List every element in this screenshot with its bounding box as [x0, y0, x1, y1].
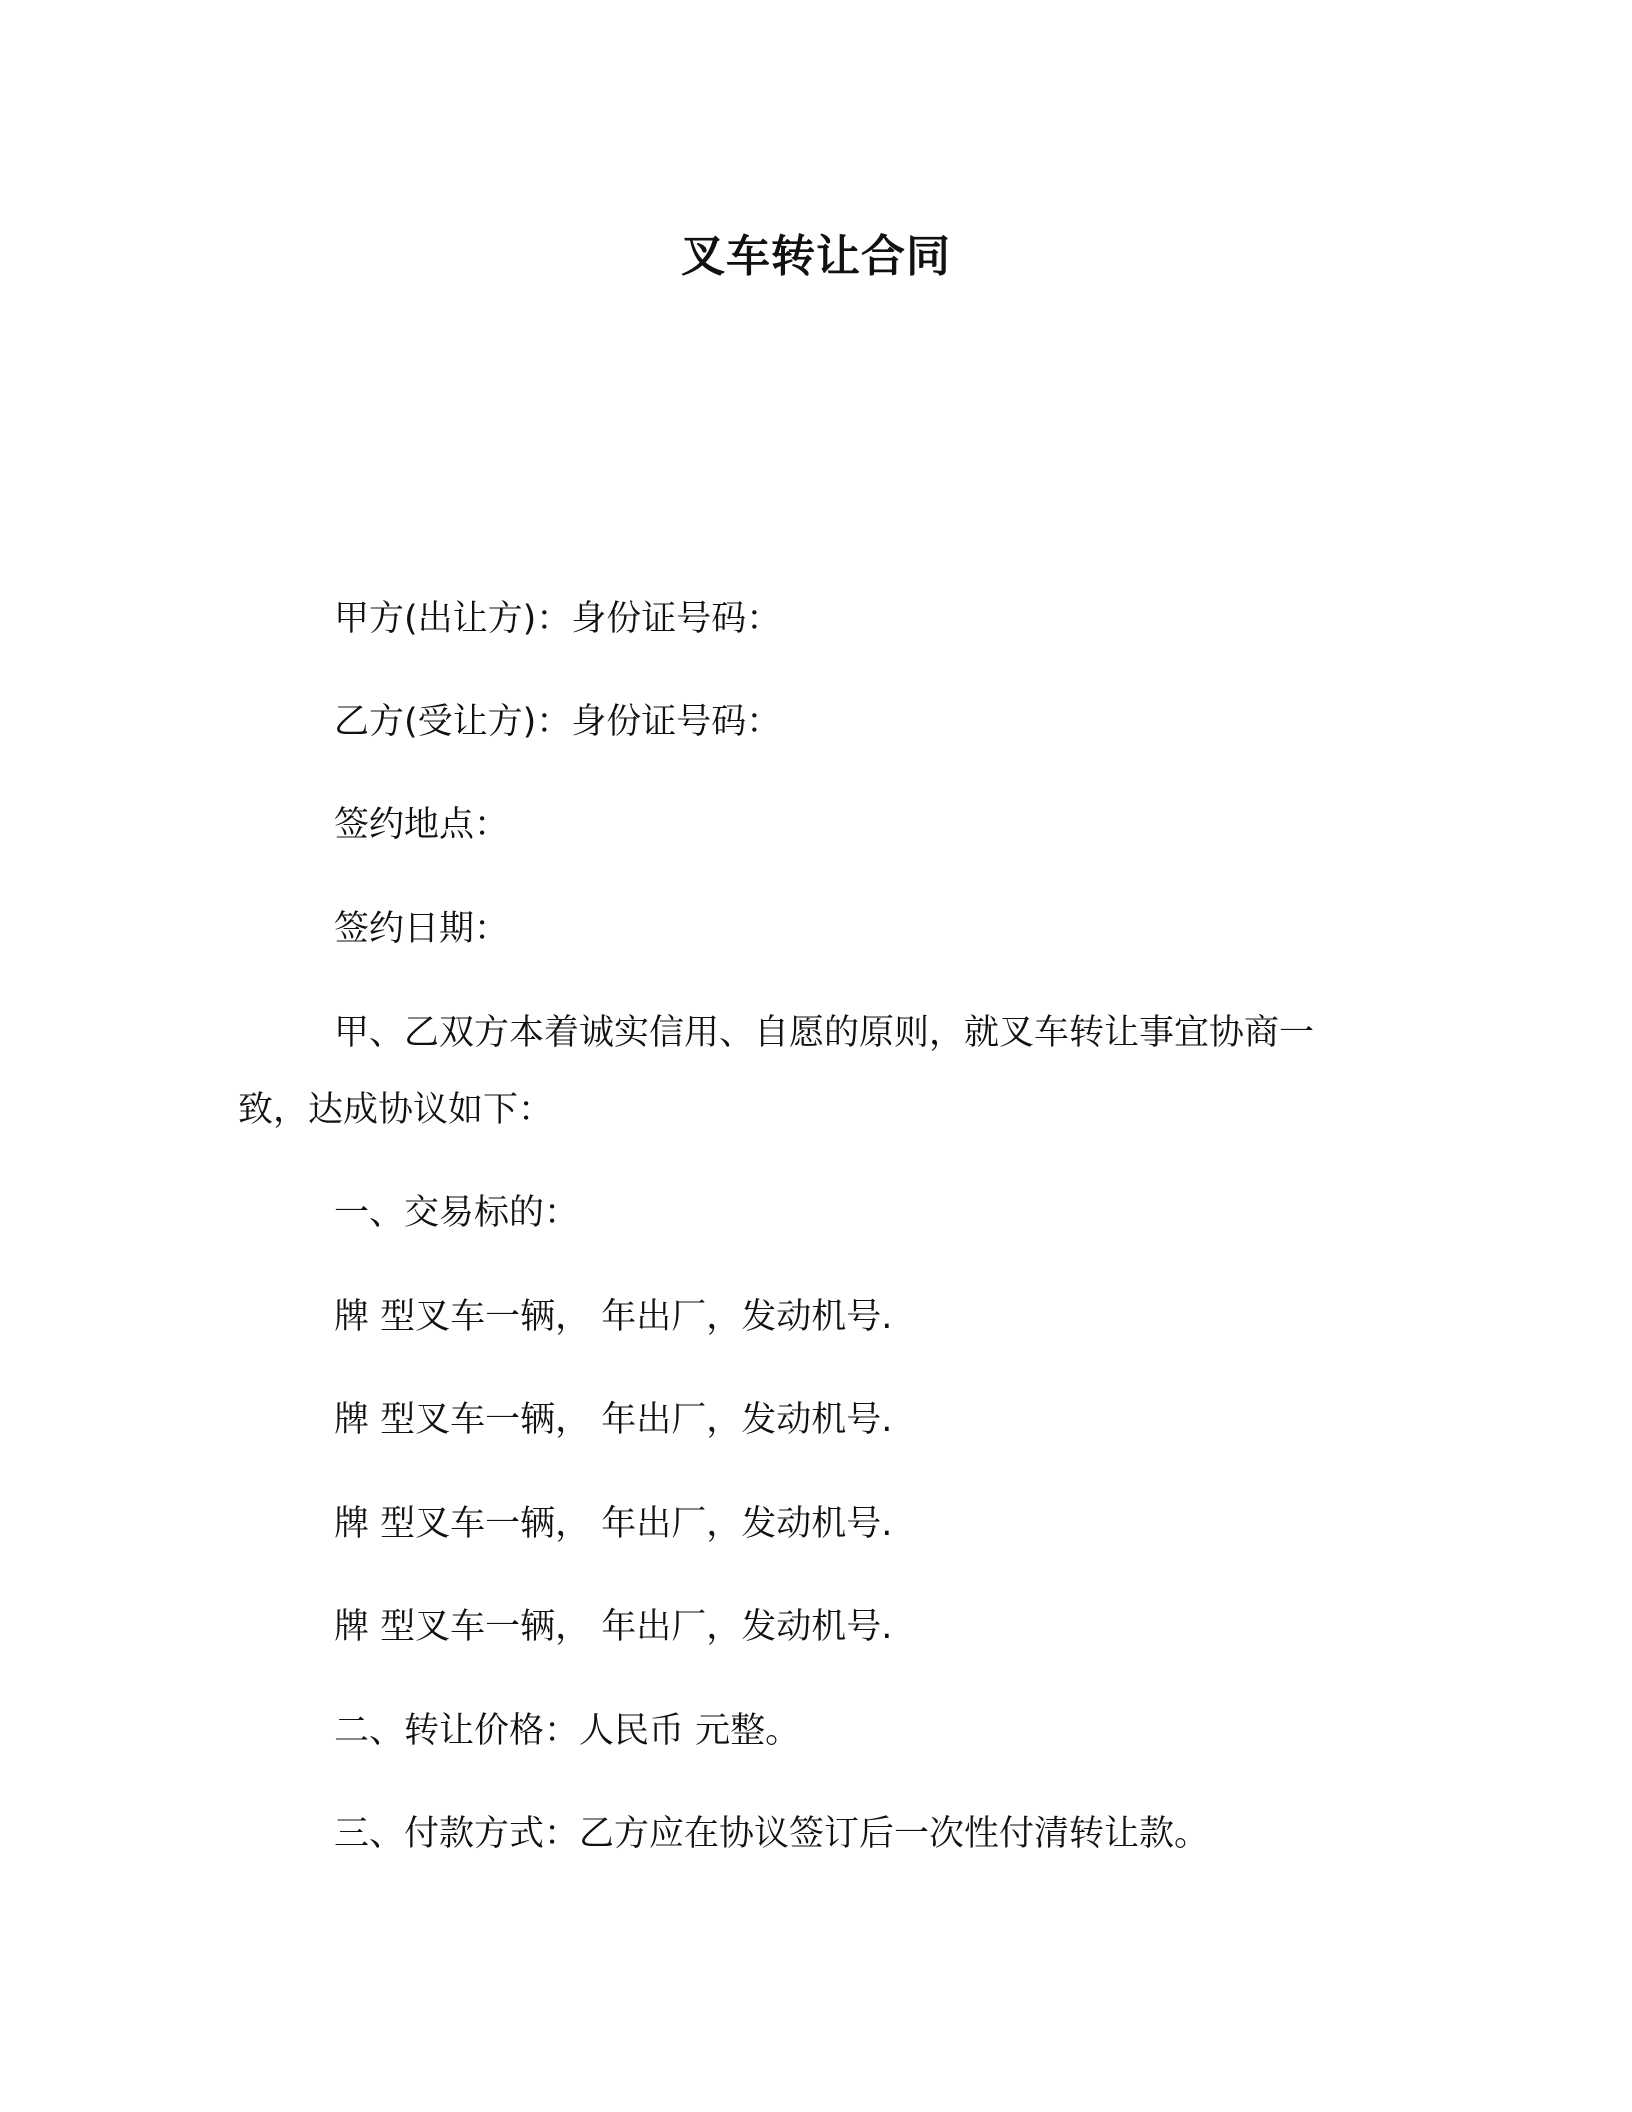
section-2-price: 二、转让价格：人民币 元整。: [334, 1711, 801, 1751]
intro-paragraph-line1: 甲、乙双方本着诚实信用、自愿的原则，就叉车转让事宜协商一: [334, 1013, 1315, 1053]
transaction-item: 牌 型叉车一辆， 年出厂，发动机号.: [334, 1400, 893, 1440]
transaction-item: 牌 型叉车一辆， 年出厂，发动机号.: [334, 1607, 893, 1647]
transaction-item: 牌 型叉车一辆， 年出厂，发动机号.: [334, 1297, 893, 1337]
intro-paragraph-line2: 致，达成协议如下：: [238, 1090, 554, 1130]
party-b-line: 乙方(受让方)：身份证号码：: [334, 702, 782, 742]
party-a-line: 甲方(出让方)：身份证号码：: [334, 599, 782, 639]
transaction-item: 牌 型叉车一辆， 年出厂，发动机号.: [334, 1504, 893, 1544]
document-title: 叉车转让合同: [681, 231, 951, 282]
signing-date-line: 签约日期：: [334, 909, 510, 949]
section-3-payment: 三、付款方式：乙方应在协议签订后一次性付清转让款。: [334, 1814, 1210, 1854]
signing-place-line: 签约地点：: [334, 805, 510, 845]
section-1-heading: 一、交易标的：: [334, 1193, 580, 1233]
